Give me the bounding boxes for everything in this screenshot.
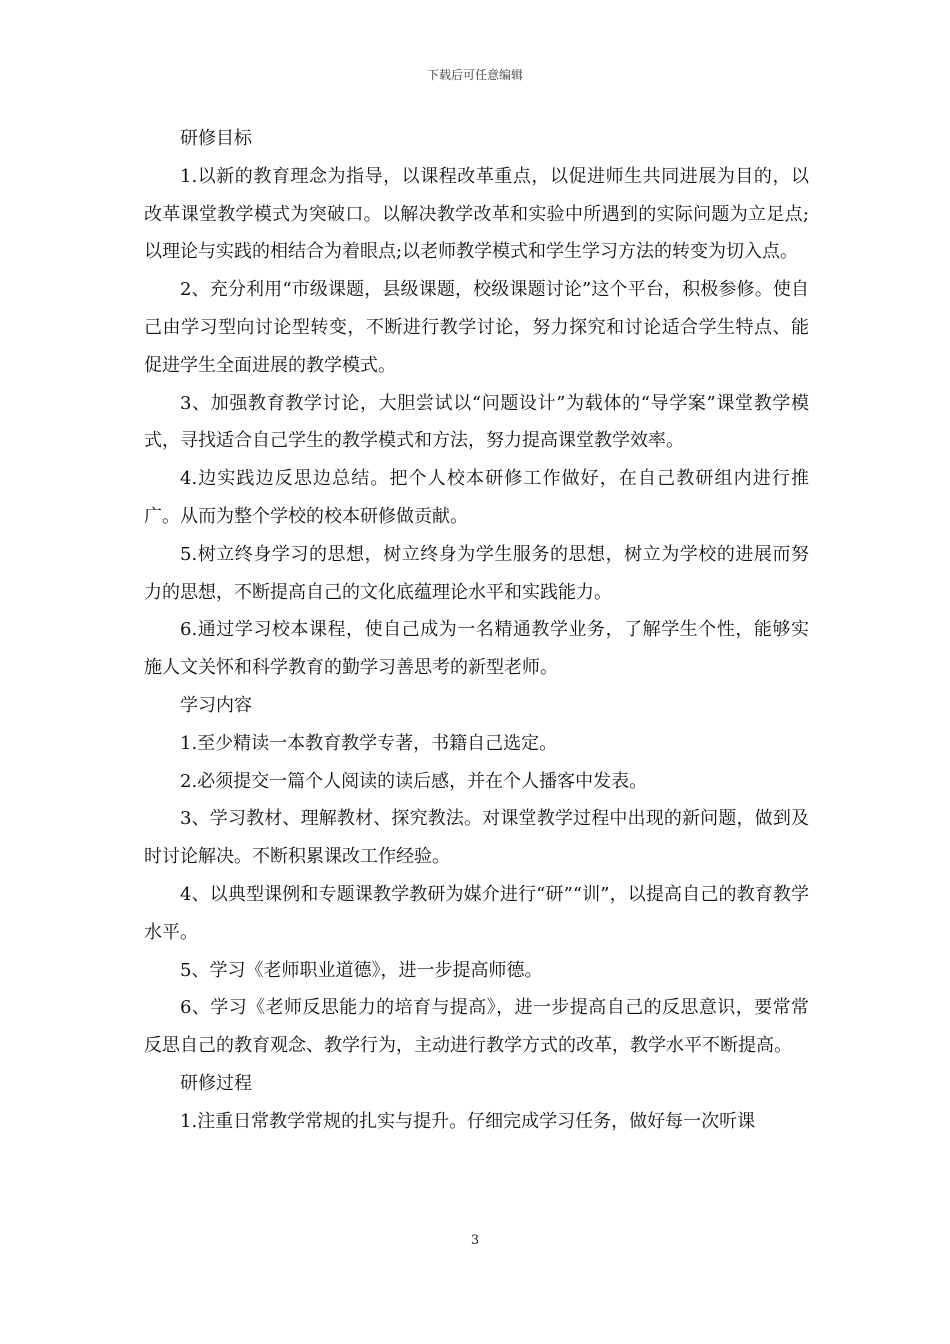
paragraph: 2、充分利用“市级课题，县级课题，校级课题讨论”这个平台，积极参修。使自己由学习型向讨论型转变，不断进行教学讨论，努力探究和讨论适合学生特点、能促进学生全面进展的教学模式。 bbox=[144, 279, 809, 376]
paragraph: 1.注重日常教学常规的扎实与提升。仔细完成学习任务，做好每一次听课 bbox=[180, 1110, 756, 1132]
paragraph: 4、以典型课例和专题课教学教研为媒介进行“研”“训”，以提高自己的教育教学水平。 bbox=[144, 883, 809, 943]
paragraph: 2.必须提交一篇个人阅读的读后感，并在个人播客中发表。 bbox=[180, 770, 648, 792]
section-heading: 研修目标 bbox=[180, 128, 252, 149]
document-body bbox=[144, 120, 809, 1141]
paragraph: 6.通过学习校本课程，使自己成为一名精通教学业务，了解学生个性，能够实施人文关怀和科学教育的勤学习善思考的新型老师。 bbox=[144, 619, 809, 679]
paragraph: 4.边实践边反思边总结。把个人校本研修工作做好，在自己教研组内进行推广。从而为整个学校的校本研修做贡献。 bbox=[144, 468, 809, 527]
page-number: 3 bbox=[470, 1233, 480, 1248]
header-note: 下载后可任意编辑 bbox=[426, 68, 523, 82]
paragraph: 3、加强教育教学讨论，大胆尝试以“问题设计”为载体的“导学案”课堂教学模式，寻找适合自己学生的教学模式和方法，努力提高课堂教学效率。 bbox=[144, 392, 809, 452]
section-heading: 学习内容 bbox=[180, 694, 252, 716]
section-heading: 研修过程 bbox=[180, 1072, 252, 1094]
paragraph: 1.以新的教育理念为指导，以课程改革重点，以促进师生共同进展为目的，以改革课堂教学模式为突破口。以解决教学改革和实验中所遇到的实际问题为立足点;以理论与实践的相结合为着眼点;以老师教学模式和学生学习方法的转变为切入点。 bbox=[144, 165, 809, 263]
paragraph: 5、学习《老师职业道德》，进一步提高师德。 bbox=[180, 959, 543, 981]
paragraph: 6、学习《老师反思能力的培育与提高》，进一步提高自己的反思意识，要常常反思自己的教育观念、教学行为，主动进行教学方式的改革，教学水平不断提高。 bbox=[144, 997, 809, 1057]
paragraph: 3、学习教材、理解教材、探究教法。对课堂教学过程中出现的新问题，做到及时讨论解决。不断积累课改工作经验。 bbox=[144, 808, 809, 868]
paragraph: 1.至少精读一本教育教学专著，书籍自己选定。 bbox=[180, 732, 558, 754]
paragraph: 5.树立终身学习的思想，树立终身为学生服务的思想，树立为学校的进展而努力的思想，不断提高自己的文化底蕴理论水平和实践能力。 bbox=[144, 543, 809, 603]
